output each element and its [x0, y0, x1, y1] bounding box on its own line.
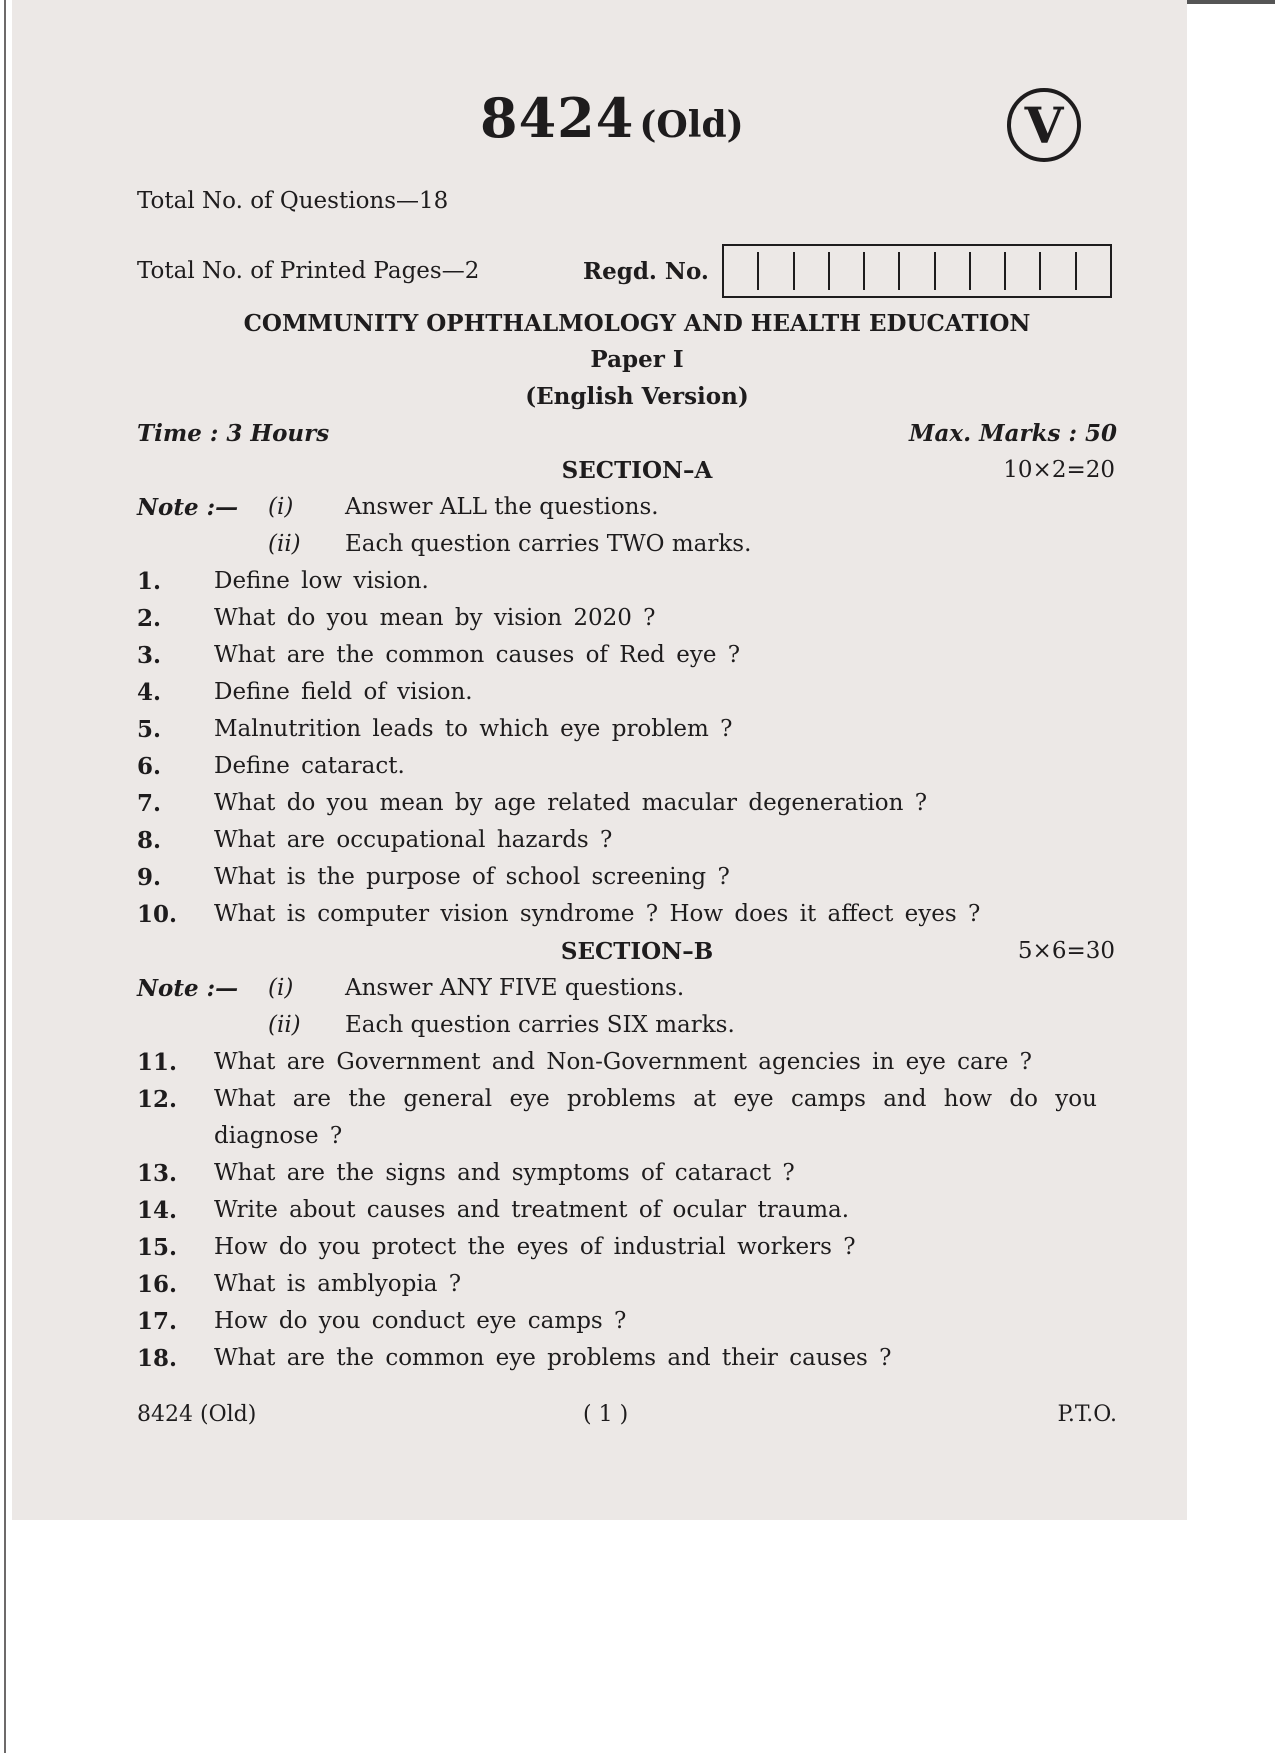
question-text: Define field of vision. [214, 679, 473, 705]
total-questions [137, 188, 448, 214]
question-number: 11. [137, 1049, 178, 1076]
question-text: What are occupational hazards ? [214, 827, 613, 853]
question-text: What are the common causes of Red eye ? [214, 642, 741, 668]
paper-code [480, 86, 744, 150]
regd-cell[interactable] [724, 252, 759, 290]
pto-label: P.T.O. [1057, 1402, 1117, 1427]
question-number: 3. [137, 642, 162, 669]
paper-code-suffix: (Old) [639, 104, 744, 146]
question-text: What do you mean by age related macular degeneration ? [214, 790, 928, 816]
question-text: What is amblyopia ? [214, 1271, 462, 1297]
question-text: What is the purpose of school screening ? [214, 864, 730, 890]
regd-cell[interactable] [900, 252, 935, 290]
section-a-note-text: Answer ALL the questions. [345, 494, 659, 520]
max-marks: Max. Marks : 50 [909, 420, 1117, 447]
version-seal [1007, 88, 1081, 162]
question-number: 5. [137, 716, 162, 743]
section-a-note-num: (ii) [268, 531, 301, 557]
question-text: Malnutrition leads to which eye problem ? [214, 716, 733, 742]
question-text: What are the general eye problems at eye camps and how do you [214, 1086, 1097, 1112]
section-a-note-text: Each question carries TWO marks. [345, 531, 752, 557]
total-pages-text: Total No. of Printed Pages—2 [137, 258, 480, 284]
seal-letter: V [1024, 95, 1064, 155]
version-label: (English Version) [525, 383, 749, 410]
question-text: Define low vision. [214, 568, 429, 594]
regd-cell[interactable] [830, 252, 865, 290]
total-pages [137, 258, 479, 284]
total-questions-text: Total No. of Questions—18 [137, 188, 449, 214]
time-allowed: Time : 3 Hours [137, 420, 330, 447]
paper-number: Paper I [590, 346, 684, 373]
regd-cell[interactable] [759, 252, 794, 290]
regd-cell[interactable] [1006, 252, 1041, 290]
section-b-note-text: Each question carries SIX marks. [345, 1012, 735, 1038]
question-number: 9. [137, 864, 162, 891]
question-number: 18. [137, 1345, 178, 1372]
question-text: Define cataract. [214, 753, 405, 779]
question-text: What is computer vision syndrome ? How does it affect eyes ? [214, 901, 981, 927]
section-b-note-label: Note :— [137, 975, 239, 1002]
section-b-marks: 5×6=30 [1017, 938, 1115, 964]
question-text: What do you mean by vision 2020 ? [214, 605, 656, 631]
question-text-continued: diagnose ? [214, 1123, 343, 1149]
question-text: What are the common eye problems and their causes ? [214, 1345, 892, 1371]
section-b-note-text: Answer ANY FIVE questions. [345, 975, 685, 1001]
question-text: What are Government and Non-Government agencies in eye care ? [214, 1049, 1032, 1075]
section-a-title: SECTION–A [561, 457, 713, 484]
regd-cell[interactable] [971, 252, 1006, 290]
question-number: 7. [137, 790, 162, 817]
question-text: Write about causes and treatment of ocular trauma. [214, 1197, 850, 1223]
question-number: 1. [137, 568, 162, 595]
regd-label: Regd. No. [583, 258, 709, 285]
page-number: ( 1 ) [583, 1402, 629, 1427]
section-a-note-label: Note :— [137, 494, 239, 521]
section-b-note-num: (ii) [268, 1012, 301, 1038]
question-number: 2. [137, 605, 162, 632]
section-a-note-num: (i) [268, 494, 294, 520]
question-number: 4. [137, 679, 162, 706]
section-a-marks: 10×2=20 [1003, 457, 1115, 483]
scan-edge [4, 0, 6, 1753]
regd-cell[interactable] [865, 252, 900, 290]
question-text: What are the signs and symptoms of cataract ? [214, 1160, 795, 1186]
question-text: How do you conduct eye camps ? [214, 1308, 627, 1334]
paper-sheet [12, 0, 1187, 1520]
question-number: 15. [137, 1234, 178, 1261]
section-b-note-num: (i) [268, 975, 294, 1001]
regd-cell[interactable] [936, 252, 971, 290]
regd-cell[interactable] [1041, 252, 1076, 290]
question-number: 13. [137, 1160, 178, 1187]
regd-cell[interactable] [1077, 252, 1110, 290]
paper-code-number: 8424 [480, 86, 635, 150]
regd-cell[interactable] [795, 252, 830, 290]
question-text: How do you protect the eyes of industrial workers ? [214, 1234, 856, 1260]
question-number: 16. [137, 1271, 178, 1298]
scan-corner [1187, 0, 1275, 4]
question-number: 8. [137, 827, 162, 854]
question-number: 10. [137, 901, 178, 928]
question-number: 17. [137, 1308, 178, 1335]
regd-number-boxes[interactable] [722, 244, 1112, 298]
section-b-title: SECTION–B [560, 938, 714, 965]
question-number: 12. [137, 1086, 178, 1113]
question-number: 6. [137, 753, 162, 780]
footer-code: 8424 (Old) [137, 1402, 257, 1427]
subject-title: COMMUNITY OPHTHALMOLOGY AND HEALTH EDUCATION [243, 310, 1031, 337]
question-number: 14. [137, 1197, 178, 1224]
